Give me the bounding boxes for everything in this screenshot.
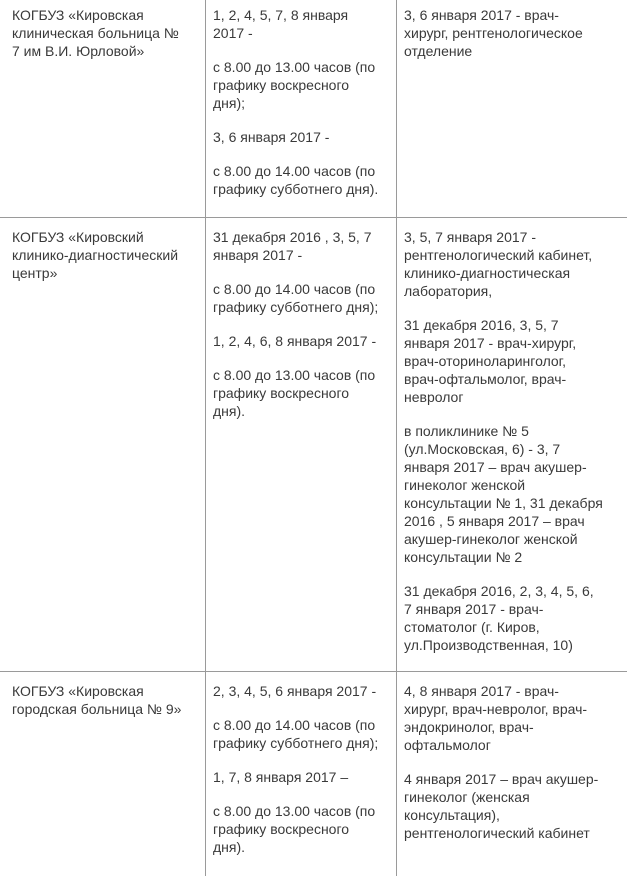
service-entry: 4 января 2017 – врач акушер- гинеколог (женская консультация), рентгенологический кабинет: [404, 771, 599, 841]
service-entry: в поликлинике № 5 (ул.Московская, 6) - 3, 7 января 2017 – врач акушер- гинеколог женской консультации № 1, 31 декабря 2016 , 5 января 2017 – врач акушер-гинеколог женской консультации № 2: [404, 423, 603, 565]
table-row-3-services: [404, 682, 622, 842]
schedule-hours: с 8.00 до 13.00 часов (по графику воскресного дня).: [213, 803, 376, 855]
schedule-hours: с 8.00 до 14.00 часов (по графику субботнего дня);: [213, 281, 379, 315]
org-name: КОГБУЗ «Кировский клинико-диагностический центр»: [12, 229, 179, 281]
service-entry: 3, 6 января 2017 - врач- хирург, рентгенологическое отделение: [404, 7, 583, 59]
schedule-dates: 1, 7, 8 января 2017 –: [213, 769, 349, 785]
schedule-dates: 31 декабря 2016 , 3, 5, 7 января 2017 -: [213, 229, 372, 263]
table-row-1-org: [12, 6, 200, 60]
row-divider: [0, 217, 627, 218]
table-row-3-schedule: [213, 682, 393, 856]
service-entry: 4, 8 января 2017 - врач- хирург, врач-невролог, врач- эндокринолог, врач- офтальмолог: [404, 683, 588, 753]
schedule-hours: с 8.00 до 13.00 часов (по графику воскресного дня);: [213, 59, 376, 111]
table-row-1-services: [404, 6, 622, 60]
org-name: КОГБУЗ «Кировская городская больница № 9»: [12, 683, 182, 717]
schedule-dates: 1, 2, 4, 6, 8 января 2017 -: [213, 333, 377, 349]
column-divider: [396, 0, 397, 876]
schedule-hours: с 8.00 до 13.00 часов (по графику воскресного дня).: [213, 367, 376, 419]
schedule-dates: 3, 6 января 2017 -: [213, 129, 330, 145]
service-entry: 3, 5, 7 января 2017 - рентгенологический кабинет, клинико-диагностическая лаборатория,: [404, 229, 593, 299]
table-row-3-org: [12, 682, 200, 718]
service-entry: 31 декабря 2016, 3, 5, 7 января 2017 - врач-хирург, врач-оториноларинголог, врач-офтальмолог, врач- невролог: [404, 317, 577, 405]
schedule-dates: 2, 3, 4, 5, 6 января 2017 -: [213, 683, 377, 699]
service-entry: 31 декабря 2016, 2, 3, 4, 5, 6, 7 января 2017 - врач- стоматолог (г. Киров, ул.Производственная, 10): [404, 583, 594, 653]
table-row-1-schedule: [213, 6, 393, 198]
table-row-2-org: [12, 228, 200, 282]
schedule-hours: с 8.00 до 14.00 часов (по графику субботнего дня).: [213, 163, 379, 197]
column-divider: [205, 0, 206, 876]
table-row-2-services: [404, 228, 622, 654]
org-name: КОГБУЗ «Кировская клиническая больница № 7 им В.И. Юрловой»: [12, 7, 179, 59]
table-row-2-schedule: [213, 228, 393, 420]
row-divider: [0, 671, 627, 672]
schedule-hours: с 8.00 до 14.00 часов (по графику субботнего дня);: [213, 717, 379, 751]
schedule-dates: 1, 2, 4, 5, 7, 8 января 2017 -: [213, 7, 349, 41]
